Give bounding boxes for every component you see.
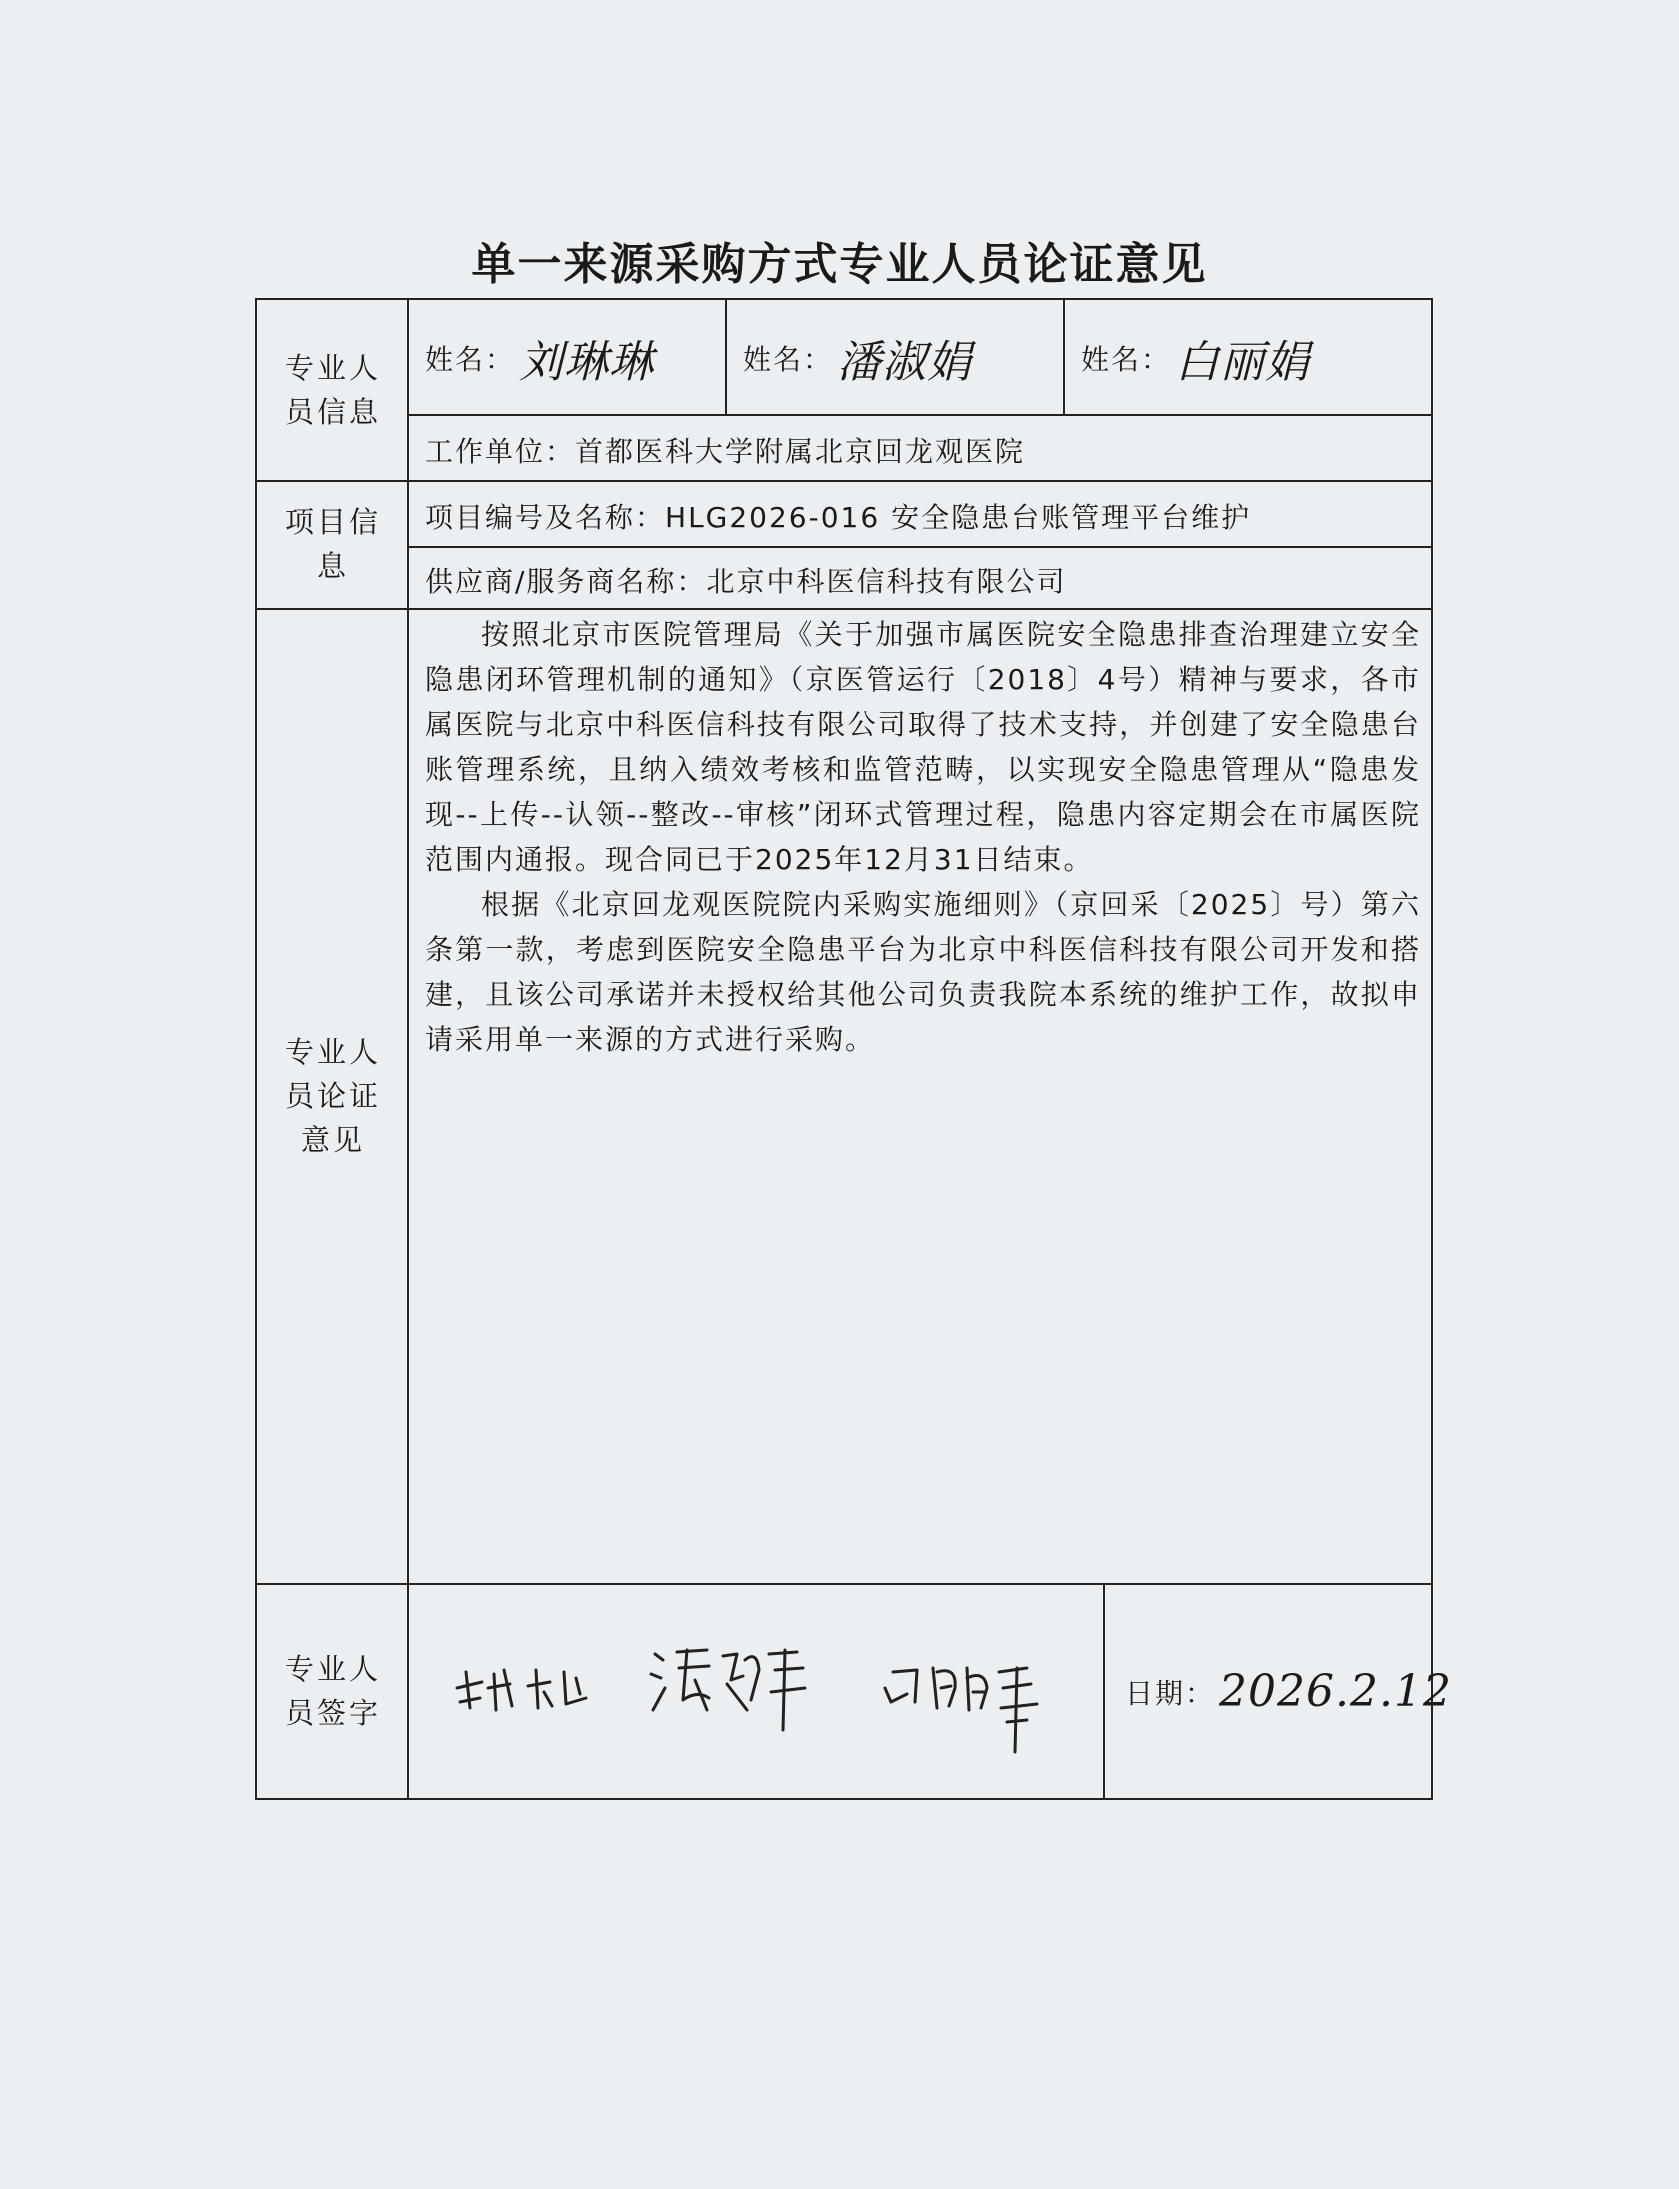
signature-1 [452,1658,602,1728]
work-unit: 工作单位：首都医科大学附属北京回龙观医院 [425,435,1026,468]
row-divider [407,414,1431,416]
supplier-name: 供应商/服务商名称：北京中科医信科技有限公司 [425,565,1067,598]
signature-2 [647,1640,817,1740]
signature-date-divider [1103,1583,1105,1798]
signature-label: 专业人员签字 [284,1651,381,1730]
expert-name-1: 姓名： 刘琳琳 [425,326,654,390]
name-divider-2 [1063,300,1065,414]
expert-name-3-handwritten: 白丽娟 [1175,337,1311,388]
expert-name-2: 姓名： 潘淑娟 [743,326,972,390]
signature-date-value: 2026.2.12 [1219,1666,1452,1717]
opinion-label: 专业人员论证意见 [284,1034,381,1157]
form-table [255,298,1452,1800]
row-divider [257,608,1431,610]
expert-name-2-handwritten: 潘淑娟 [837,337,973,388]
row-divider [257,480,1431,482]
experts-info-label: 专业人员信息 [284,351,381,429]
name-divider-1 [725,300,727,414]
row-divider [257,1583,1431,1585]
signature-date: 日期： 2026.2.12 [1125,1666,1452,1717]
signature-3 [877,1658,1057,1758]
document-title: 单一来源采购方式专业人员论证意见 [471,239,1208,290]
opinion-paragraph-1: 按照北京市医院管理局《关于加强市属医院安全隐患排查治理建立安全隐患闭环管理机制的通知》（京医管运行〔2018〕4号）精神与要求，各市属医院与北京中科医信科技有限公司取得了技术支持，并创建了安全隐患台账管理系统，且纳入绩效考核和监管范畴，以实现安全隐患管理从“隐患发现--上传--认领--整改--审核”闭环式管理过程，隐患内容定期会在市属医院范围内通报。现合同已于2025年12月31日结束。 [425,618,1421,876]
row-divider [407,546,1431,548]
opinion-text [425,612,1421,1062]
opinion-paragraph-2: 根据《北京回龙观医院院内采购实施细则》（京回采〔2025〕号）第六条第一款，考虑到医院安全隐患平台为北京中科医信科技有限公司开发和搭建，且该公司承诺并未授权给其他公司负责我院本系统的维护工作，故拟申请采用单一来源的方式进行采购。 [425,888,1421,1056]
project-info-label: 项目信息 [284,505,381,583]
expert-name-3: 姓名： 白丽娟 [1081,326,1310,390]
expert-name-1-handwritten: 刘琳琳 [519,337,655,388]
project-code-name: 项目编号及名称：HLG2026-016 安全隐患台账管理平台维护 [425,501,1252,534]
